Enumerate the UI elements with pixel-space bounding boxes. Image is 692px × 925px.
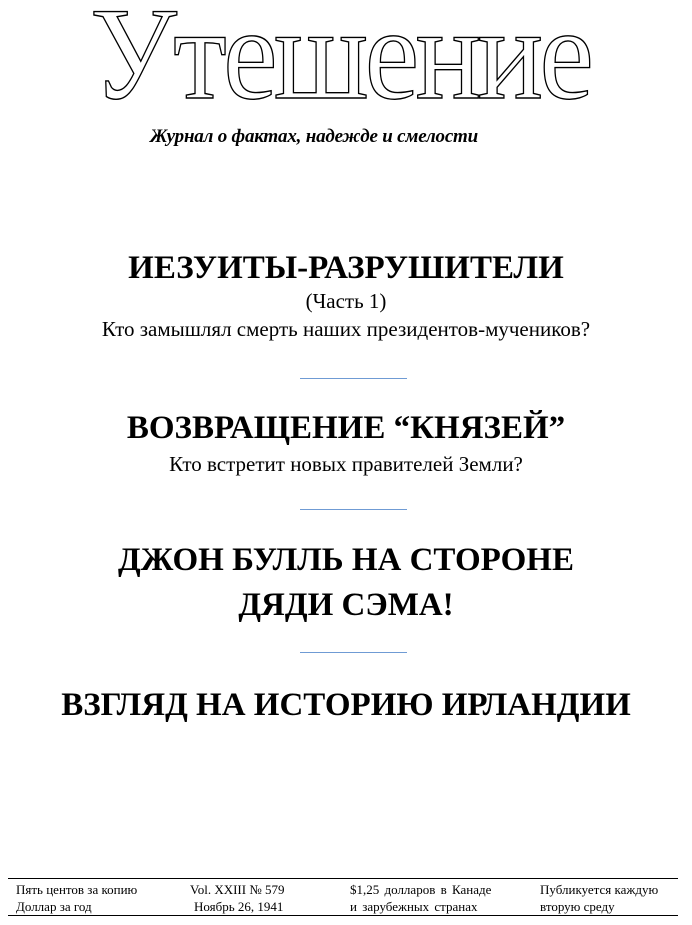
footer-price <box>16 881 137 915</box>
footer-foreign-line2: и зарубежных странах <box>350 899 478 914</box>
footer-rule-bottom <box>8 915 678 916</box>
masthead-subtitle: Журнал о фактах, надежде и смелости <box>150 126 479 147</box>
article-2-headline: ВОЗВРАЩЕНИЕ “КНЯЗЕЙ” <box>126 410 566 446</box>
footer-schedule <box>540 881 658 915</box>
article-4-headline: ВЗГЛЯД НА ИСТОРИЮ ИРЛАНДИИ <box>61 687 631 723</box>
footer-issue <box>190 881 285 915</box>
masthead <box>0 0 692 160</box>
article-3-headline-line1: ДЖОН БУЛЛЬ НА СТОРОНЕ <box>117 542 574 578</box>
article-3-headline-line2: ДЯДИ СЭМА! <box>238 587 454 623</box>
footer-rule-top <box>8 878 678 879</box>
footer-volume: Vol. XXIII № 579 <box>190 882 285 897</box>
section-divider-3 <box>300 652 407 653</box>
footer-foreign-line1: $1,25 долларов в Канаде <box>350 882 492 897</box>
section-divider-1 <box>300 378 407 379</box>
footer-schedule-line1: Публикуется каждую <box>540 882 659 897</box>
footer-price-line2: Доллар за год <box>16 899 92 914</box>
footer-date: Ноябрь 26, 1941 <box>194 899 284 914</box>
footer-foreign-price <box>350 881 491 915</box>
article-1-part: (Часть 1) <box>305 289 387 313</box>
footer-schedule-line2: вторую среду <box>540 899 615 914</box>
footer-price-line1: Пять центов за копию <box>16 882 138 897</box>
section-divider-2 <box>300 509 407 510</box>
article-2-subheading: Кто встретит новых правителей Земли? <box>169 452 523 476</box>
article-1-subheading: Кто замышлял смерть наших президентов-мучеников? <box>101 317 591 341</box>
article-1-headline: ИЕЗУИТЫ-РАЗРУШИТЕЛИ <box>128 250 564 286</box>
masthead-title: Утешение <box>90 0 591 127</box>
